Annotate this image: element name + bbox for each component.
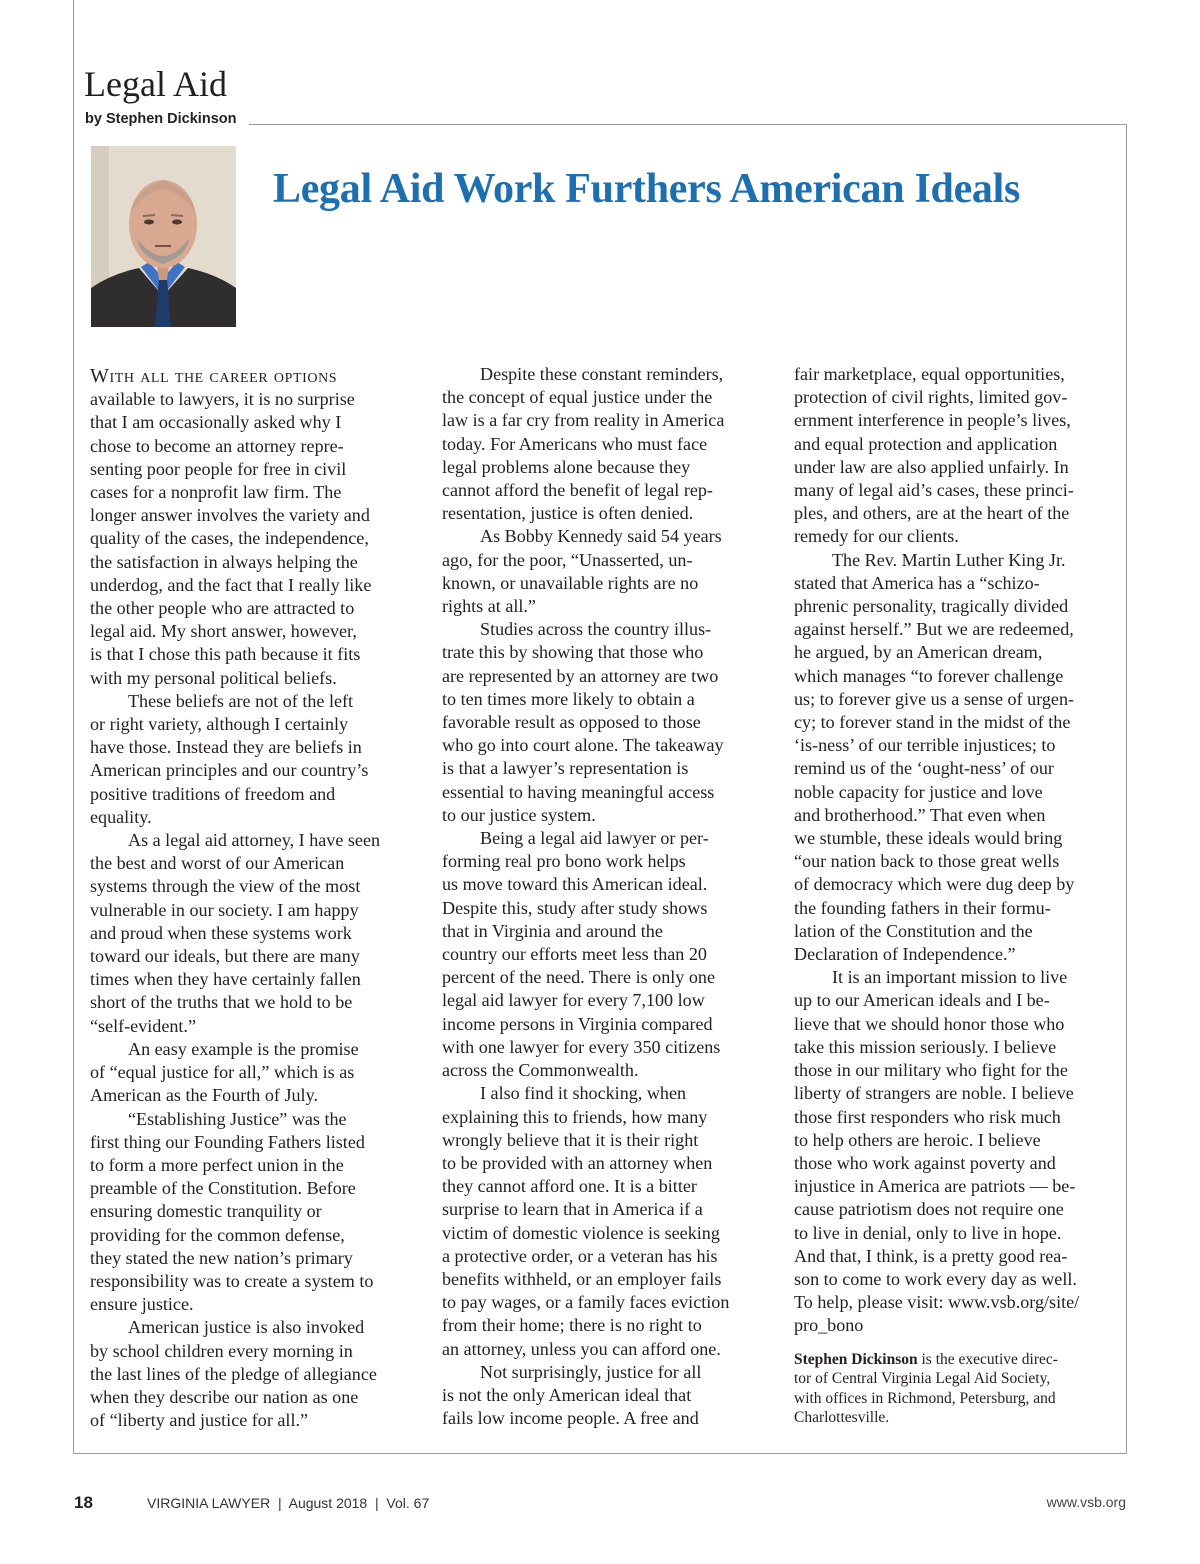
paragraph xyxy=(442,1361,760,1431)
text-line: against herself.” But we are redeemed, xyxy=(794,619,1074,640)
text-line: legal aid lawyer for every 7,100 low xyxy=(442,990,705,1011)
text-line: trate this by showing that those who xyxy=(442,642,704,663)
text-line: “our nation back to those great wells xyxy=(794,851,1060,872)
text-line: An easy example is the promise xyxy=(128,1038,359,1059)
text-line: quality of the cases, the independence, xyxy=(90,528,369,549)
text-line: and equal protection and application xyxy=(794,433,1058,454)
text-line: to pay wages, or a family faces eviction xyxy=(442,1292,730,1313)
text-line: the founding fathers in their formu- xyxy=(794,897,1051,918)
text-line: American justice is also invoked xyxy=(128,1317,365,1338)
text-line: wrongly believe that it is their right xyxy=(442,1129,699,1150)
text-line: essential to having meaningful access xyxy=(442,781,715,802)
text-line: is that a lawyer’s representation is xyxy=(442,758,689,779)
text-line: those in our military who fight for the xyxy=(794,1060,1068,1081)
paragraph xyxy=(90,365,408,690)
text-line: These beliefs are not of the left xyxy=(128,690,354,711)
text-line: who go into court alone. The takeaway xyxy=(442,735,724,756)
text-line: us move toward this American ideal. xyxy=(442,874,708,895)
text-line: As Bobby Kennedy said 54 years xyxy=(480,526,722,547)
paragraph xyxy=(90,1316,408,1432)
text-line: remind us of the ‘ought-ness’ of our xyxy=(794,758,1054,779)
text-line: cy; to forever stand in the midst of the xyxy=(794,712,1071,733)
text-line: ernment interference in people’s lives, xyxy=(794,410,1071,431)
paragraph xyxy=(90,829,408,1038)
text-line: The Rev. Martin Luther King Jr. xyxy=(832,549,1066,570)
text-line: I also find it shocking, when xyxy=(480,1083,687,1104)
text-line: with one lawyer for every 350 citizens xyxy=(442,1036,721,1057)
text-line: to ten times more likely to obtain a xyxy=(442,688,695,709)
text-line: a protective order, or a veteran has his xyxy=(442,1245,718,1266)
text-line: they cannot afford one. It is a bitter xyxy=(442,1176,697,1197)
article-headline: Legal Aid Work Furthers American Ideals xyxy=(273,166,1021,212)
text-line: to help others are heroic. I believe xyxy=(794,1129,1041,1150)
text-line: legal aid. My short answer, however, xyxy=(90,621,357,642)
paragraph xyxy=(794,966,1112,1337)
text-line: injustice in America are patriots — be- xyxy=(794,1176,1076,1197)
text-line: available to lawyers, it is no surprise xyxy=(90,389,355,410)
article-column-3 xyxy=(794,363,1112,1428)
text-line: to our justice system. xyxy=(442,804,596,825)
paragraph xyxy=(794,363,1112,549)
text-line: under law are also applied unfairly. In xyxy=(794,456,1069,477)
text-line: Declaration of Independence.” xyxy=(794,944,1016,965)
text-line: across the Commonwealth. xyxy=(442,1060,639,1081)
text-line: times when they have certainly fallen xyxy=(90,969,361,990)
lead-in: With all the career options xyxy=(90,365,338,387)
author-bio-line: with offices in Richmond, Petersburg, and xyxy=(794,1389,1056,1407)
text-line: and brotherhood.” That even when xyxy=(794,804,1046,825)
footer-magazine-info: VIRGINIA LAWYER | August 2018 | Vol. 67 xyxy=(147,1495,430,1511)
article-column-1 xyxy=(90,365,408,1432)
paragraph xyxy=(90,690,408,829)
author-bio-line: is the executive direc- xyxy=(917,1350,1058,1368)
text-line: ago, for the poor, “Unasserted, un- xyxy=(442,549,693,570)
text-line: It is an important mission to live xyxy=(832,967,1068,988)
section-title: Legal Aid xyxy=(84,64,227,104)
text-line: systems through the view of the most xyxy=(90,876,361,897)
text-line: lation of the Constitution and the xyxy=(794,920,1033,941)
text-line: American principles and our country’s xyxy=(90,760,369,781)
text-line: longer answer involves the variety and xyxy=(90,505,370,526)
text-line: an attorney, unless you can afford one. xyxy=(442,1338,721,1359)
text-line: ples, and others, are at the heart of the xyxy=(794,503,1070,524)
text-line: first thing our Founding Fathers listed xyxy=(90,1131,365,1152)
text-line: those who work against poverty and xyxy=(794,1152,1056,1173)
text-line: favorable result as opposed to those xyxy=(442,712,701,733)
text-line: he argued, by an American dream, xyxy=(794,642,1043,663)
text-line: are represented by an attorney are two xyxy=(442,665,719,686)
text-line: and proud when these systems work xyxy=(90,922,352,943)
text-line: percent of the need. There is only one xyxy=(442,967,715,988)
text-line: And that, I think, is a pretty good rea- xyxy=(794,1245,1068,1266)
text-line: ensure justice. xyxy=(90,1294,194,1315)
text-line: positive traditions of freedom and xyxy=(90,783,336,804)
text-line: liberty of strangers are noble. I believe xyxy=(794,1083,1074,1104)
text-line: the best and worst of our American xyxy=(90,853,345,874)
text-line: that I am occasionally asked why I xyxy=(90,412,342,433)
left-margin-rule xyxy=(73,0,74,124)
text-line: legal problems alone because they xyxy=(442,456,691,477)
text-line: known, or unavailable rights are no xyxy=(442,572,699,593)
text-line: short of the truths that we hold to be xyxy=(90,992,353,1013)
author-bio-name: Stephen Dickinson xyxy=(794,1350,918,1368)
text-line: country our efforts meet less than 20 xyxy=(442,944,707,965)
text-line: we stumble, these ideals would bring xyxy=(794,828,1063,849)
text-line: cannot afford the benefit of legal rep- xyxy=(442,480,713,501)
text-line: have those. Instead they are beliefs in xyxy=(90,737,362,758)
article-frame-top-rule xyxy=(249,124,1127,125)
author-bio-line: Charlottesville. xyxy=(794,1409,890,1427)
text-line: preamble of the Constitution. Before xyxy=(90,1178,356,1199)
text-line: resentation, justice is often denied. xyxy=(442,503,694,524)
text-line: providing for the common defense, xyxy=(90,1224,345,1245)
text-line: with my personal political beliefs. xyxy=(90,667,337,688)
text-line: today. For Americans who must face xyxy=(442,433,708,454)
author-portrait-illustration xyxy=(91,146,236,327)
text-line: American as the Fourth of July. xyxy=(90,1085,318,1106)
text-line: “self-evident.” xyxy=(90,1015,196,1036)
text-line: to form a more perfect union in the xyxy=(90,1154,344,1175)
text-line: son to come to work every day as well. xyxy=(794,1268,1077,1289)
text-line: phrenic personality, tragically divided xyxy=(794,596,1069,617)
text-line: the last lines of the pledge of allegiance xyxy=(90,1363,377,1384)
text-line: toward our ideals, but there are many xyxy=(90,946,360,967)
text-line: explaining this to friends, how many xyxy=(442,1106,708,1127)
text-line: the satisfaction in always helping the xyxy=(90,551,358,572)
text-line: Not surprisingly, justice for all xyxy=(480,1361,702,1382)
text-line: equality. xyxy=(90,806,152,827)
text-line: “Establishing Justice” was the xyxy=(128,1108,347,1129)
text-line: rights at all.” xyxy=(442,596,536,617)
text-line: take this mission seriously. I believe xyxy=(794,1036,1057,1057)
text-line: to be provided with an attorney when xyxy=(442,1152,713,1173)
text-line: benefits withheld, or an employer fails xyxy=(442,1268,722,1289)
text-line: they stated the new nation’s primary xyxy=(90,1247,353,1268)
text-line: Being a legal aid lawyer or per- xyxy=(480,828,709,849)
text-line: As a legal aid attorney, I have seen xyxy=(128,830,381,851)
text-line: of democracy which were dug deep by xyxy=(794,874,1075,895)
text-line: Despite these constant reminders, xyxy=(480,364,724,384)
text-line: senting poor people for free in civil xyxy=(90,458,347,479)
author-photo xyxy=(91,146,236,327)
text-line: which manages “to forever challenge xyxy=(794,665,1064,686)
author-bio-line: tor of Central Virginia Legal Aid Society, xyxy=(794,1370,1051,1388)
text-line: vulnerable in our society. I am happy xyxy=(90,899,359,920)
text-line: fails low income people. A free and xyxy=(442,1408,699,1429)
text-line: stated that America has a “schizo- xyxy=(794,572,1040,593)
paragraph xyxy=(442,827,760,1082)
text-line: chose to become an attorney repre- xyxy=(90,435,344,456)
paragraph xyxy=(90,1108,408,1317)
text-line: pro_bono xyxy=(794,1315,864,1336)
text-line: income persons in Virginia compared xyxy=(442,1013,713,1034)
text-line: is that I chose this path because it fits xyxy=(90,644,361,665)
text-line: of “equal justice for all,” which is as xyxy=(90,1062,355,1083)
text-line: cause patriotism does not require one xyxy=(794,1199,1064,1220)
text-line: forming real pro bono work helps xyxy=(442,851,686,872)
text-line: fair marketplace, equal opportunities, xyxy=(794,364,1065,384)
text-line: lieve that we should honor those who xyxy=(794,1013,1065,1034)
text-line: remedy for our clients. xyxy=(794,526,959,547)
text-line: from their home; there is no right to xyxy=(442,1315,702,1336)
text-line: those first responders who risk much xyxy=(794,1106,1061,1127)
text-line: many of legal aid’s cases, these princi- xyxy=(794,480,1074,501)
text-line: up to our American ideals and I be- xyxy=(794,990,1050,1011)
text-line: law is a far cry from reality in America xyxy=(442,410,725,431)
text-line: surprise to learn that in America if a xyxy=(442,1199,703,1220)
text-line: Studies across the country illus- xyxy=(480,619,712,640)
text-line: to live in denial, only to live in hope. xyxy=(794,1222,1062,1243)
author-bio xyxy=(794,1350,1112,1428)
text-line: cases for a nonprofit law firm. The xyxy=(90,482,342,503)
page-number: 18 xyxy=(74,1493,93,1512)
text-line: noble capacity for justice and love xyxy=(794,781,1043,802)
text-line: ensuring domestic tranquility or xyxy=(90,1201,322,1222)
paragraph xyxy=(442,1082,760,1360)
text-line: ‘is-ness’ of our terrible injustices; to xyxy=(794,735,1056,756)
paragraph xyxy=(442,618,760,827)
paragraph xyxy=(90,1038,408,1108)
text-line: or right variety, although I certainly xyxy=(90,714,349,735)
text-line: us; to forever give us a sense of urgen- xyxy=(794,688,1075,709)
text-line: underdog, and the fact that I really like xyxy=(90,574,372,595)
byline: by Stephen Dickinson xyxy=(85,111,237,127)
text-line: is not the only American ideal that xyxy=(442,1384,692,1405)
paragraph xyxy=(442,363,760,525)
text-line: the other people who are attracted to xyxy=(90,598,355,619)
text-line: the concept of equal justice under the xyxy=(442,387,713,408)
text-line: of “liberty and justice for all.” xyxy=(90,1410,309,1431)
text-line: that in Virginia and around the xyxy=(442,920,663,941)
text-line: by school children every morning in xyxy=(90,1340,353,1361)
article-column-2 xyxy=(442,363,760,1430)
footer-url: www.vsb.org xyxy=(1046,1494,1126,1510)
text-line: responsibility was to create a system to xyxy=(90,1270,374,1291)
paragraph xyxy=(442,525,760,618)
paragraph xyxy=(794,549,1112,967)
text-line: Despite this, study after study shows xyxy=(442,897,708,918)
text-line: victim of domestic violence is seeking xyxy=(442,1222,720,1243)
text-line: protection of civil rights, limited gov- xyxy=(794,387,1068,408)
text-line: when they describe our nation as one xyxy=(90,1386,359,1407)
text-line: To help, please visit: www.vsb.org/site/ xyxy=(794,1292,1080,1313)
